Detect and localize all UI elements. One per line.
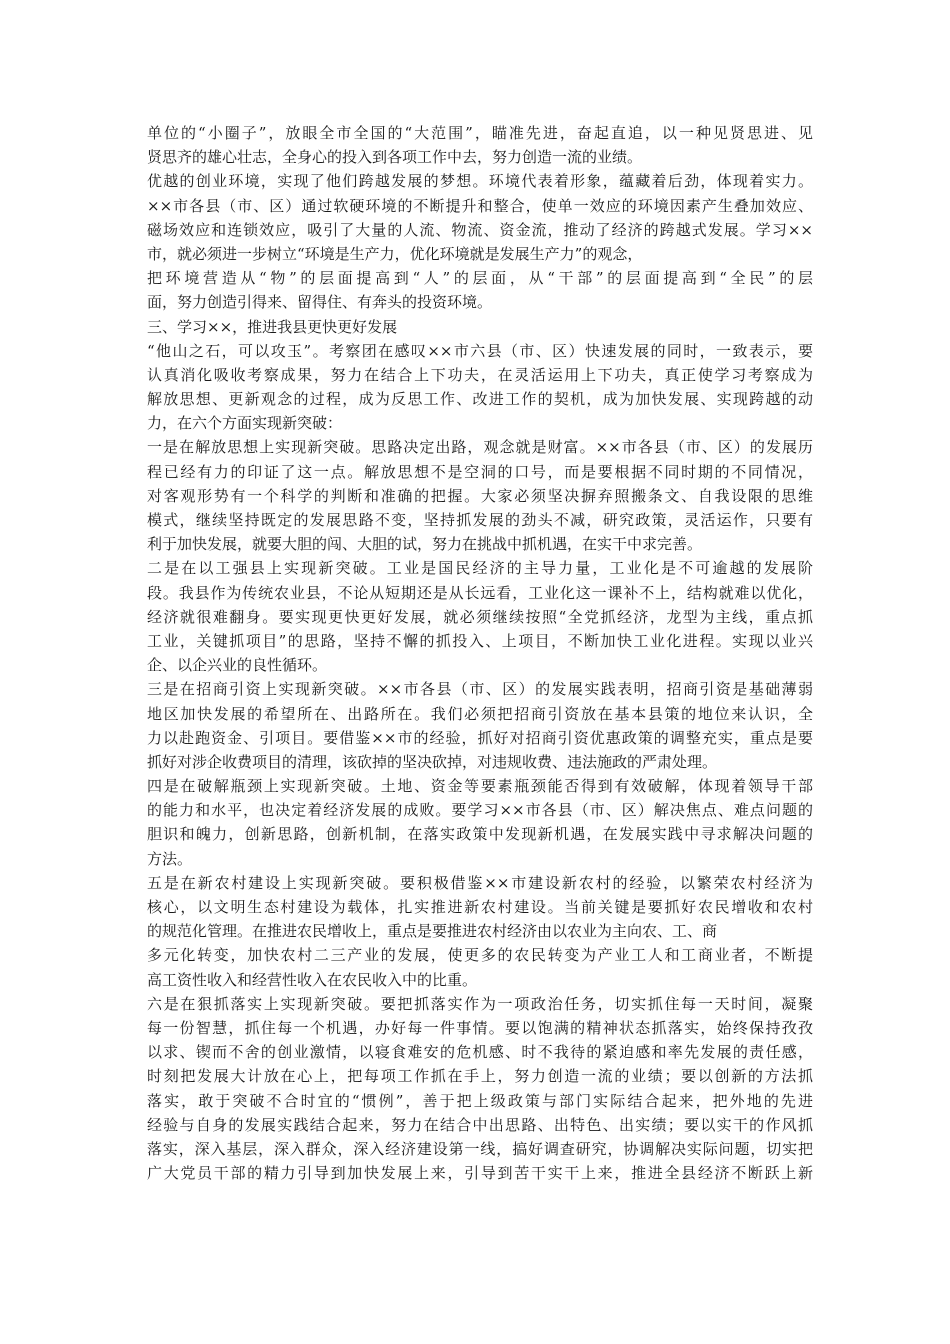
text-line: 三是在招商引资上实现新突破。××市各县（市、区）的发展实践表明，招商引资是基础薄弱 — [147, 680, 813, 699]
text-line: 段。我县作为传统农业县，不论从短期还是从长远看，工业化这一课补不上，结构就难以优化， — [147, 583, 813, 602]
text-line: 经验与自身的发展实践结合起来，努力在结合中出思路、出特色、出实绩；要以实干的作风抓 — [147, 1115, 813, 1134]
text-line: ××市各县（市、区）通过软硬环境的不断提升和整合，使单一效应的环境因素产生叠加效应、 — [147, 196, 813, 215]
document-body — [147, 121, 813, 1185]
text-line: 每一份智慧，抓住每一个机遇，办好每一件事情。要以饱满的精神状态抓落实，始终保持孜孜 — [147, 1018, 813, 1037]
text-line: 核心，以文明生态村建设为载体，扎实推进新农村建设。当前关键是要抓好农民增收和农村 — [147, 898, 813, 916]
text-line: 的规范化管理。在推进农民增收上，重点是要推进农村经济由以农业为主向农、工、商 — [147, 922, 718, 941]
text-line: 磁场效应和连锁效应，吸引了大量的人流、物流、资金流，推动了经济的跨越式发展。学习×× — [147, 220, 813, 239]
text-line: 地区加快发展的希望所在、出路所在。我们必须把招商引资放在基本县策的地位来认识，全 — [147, 704, 813, 723]
text-line: “他山之石，可以攻玉”。考察团在感叹××市六县（市、区）快速发展的同时，一致表示，要 — [147, 341, 813, 360]
text-line: 胆识和魄力，创新思路，创新机制，在落实政策中发现新机遇，在发展实践中寻求解决问题的 — [147, 825, 813, 844]
text-line: 优越的创业环境，实现了他们跨越发展的梦想。环境代表着形象，蕴藏着后劲，体现着实力。 — [147, 172, 813, 191]
text-line: 落实，敢于突破不合时宜的“惯例”，善于把上级政策与部门实际结合起来，把外地的先进 — [147, 1091, 813, 1110]
text-line: 以求、锲而不舍的创业激情，以寝食难安的危机感、时不我待的紧迫感和率先发展的责任感， — [147, 1043, 813, 1062]
text-line: 对客观形势有一个科学的判断和准确的把握。大家必须坚决摒弃照搬条文、自我设限的思维 — [147, 486, 813, 505]
text-line: 落实，深入基层，深入群众，深入经济建设第一线，搞好调查研究，协调解决实际问题，切实把 — [147, 1139, 813, 1158]
text-line: 企、以企兴业的良性循环。 — [147, 656, 328, 675]
text-line: 抓好对涉企收费项目的清理，该砍掉的坚决砍掉，对违规收费、违法施政的严肃处理。 — [147, 752, 718, 771]
text-line: 多元化转变，加快农村二三产业的发展，使更多的农民转变为产业工人和工商业者，不断提 — [147, 946, 813, 965]
text-line: 程已经有力的印证了这一点。解放思想不是空洞的口号，而是要根据不同时期的不同情况， — [147, 462, 813, 481]
text-line: 二是在以工强县上实现新突破。工业是国民经济的主导力量，工业化是不可逾越的发展阶 — [147, 559, 813, 578]
text-line: 一是在解放思想上实现新突破。思路决定出路，观念就是财富。××市各县（市、区）的发展历 — [147, 438, 813, 457]
text-line: 经济就很难翻身。要实现更快更好发展，就必须继续按照“全党抓经济，龙型为主线，重点抓 — [147, 607, 813, 626]
text-line: 模式，继续坚持既定的发展思路不变，坚持抓发展的劲头不减，研究政策，灵活运作，只要有 — [147, 511, 813, 529]
text-line: 单位的“小圈子”，放眼全市全国的“大范围”，瞄准先进，奋起直追，以一种见贤思进、见 — [147, 124, 813, 142]
text-line: 方法。 — [147, 849, 193, 868]
text-line: 力以赴跑资金、引项目。要借鉴××市的经验，抓好对招商引资优惠政策的调整充实，重点是要 — [147, 728, 813, 747]
text-line: 五是在新农村建设上实现新突破。要积极借鉴××市建设新农村的经验，以繁荣农村经济为 — [147, 873, 813, 892]
text-line: 的能力和水平，也决定着经济发展的成败。要学习××市各县（市、区）解决焦点、难点问题的 — [147, 801, 813, 820]
text-line: 四是在破解瓶颈上实现新突破。土地、资金等要素瓶颈能否得到有效破解，体现着领导干部 — [147, 777, 813, 796]
text-line: 市，就必须进一步树立“环境是生产力，优化环境就是发展生产力”的观念， — [147, 244, 643, 263]
text-line: 工业，关键抓项目”的思路，坚持不懈的抓投入、上项目，不断加快工业化进程。实现以业兴 — [147, 631, 813, 650]
text-line: 时刻把发展大计放在心上，把每项工作抓在手上，努力创造一流的业绩；要以创新的方法抓 — [147, 1067, 813, 1086]
text-line: 利于加快发展，就要大胆的闯、大胆的试，努力在挑战中抓机遇，在实干中求完善。 — [147, 535, 703, 554]
section-heading: 三、学习××，推进我县更快更好发展 — [147, 317, 398, 336]
text-line: 贤思齐的雄心壮志，全身心的投入到各项工作中去，努力创造一流的业绩。 — [147, 148, 643, 167]
text-line: 解放思想、更新观念的过程，成为反思工作、改进工作的契机，成为加快发展、实现跨越的动 — [147, 390, 813, 409]
text-line: 认真消化吸收考察成果，努力在结合上下功夫，在灵活运用上下功夫，真正使学习考察成为 — [147, 365, 813, 384]
text-line: 六是在狠抓落实上实现新突破。要把抓落实作为一项政治任务，切实抓住每一天时间，凝聚 — [147, 994, 813, 1013]
text-line: 广大党员干部的精力引导到加快发展上来，引导到苦干实干上来，推进全县经济不断跃上新 — [147, 1164, 813, 1183]
text-line: 把环境营造从“物”的层面提高到“人”的层面，从“干部”的层面提高到“全民”的层 — [147, 269, 813, 288]
text-line: 面，努力创造引得来、留得住、有奔头的投资环境。 — [147, 293, 493, 312]
text-line: 力，在六个方面实现新突破： — [147, 414, 343, 433]
text-line: 高工资性收入和经营性收入在农民收入中的比重。 — [147, 970, 478, 989]
